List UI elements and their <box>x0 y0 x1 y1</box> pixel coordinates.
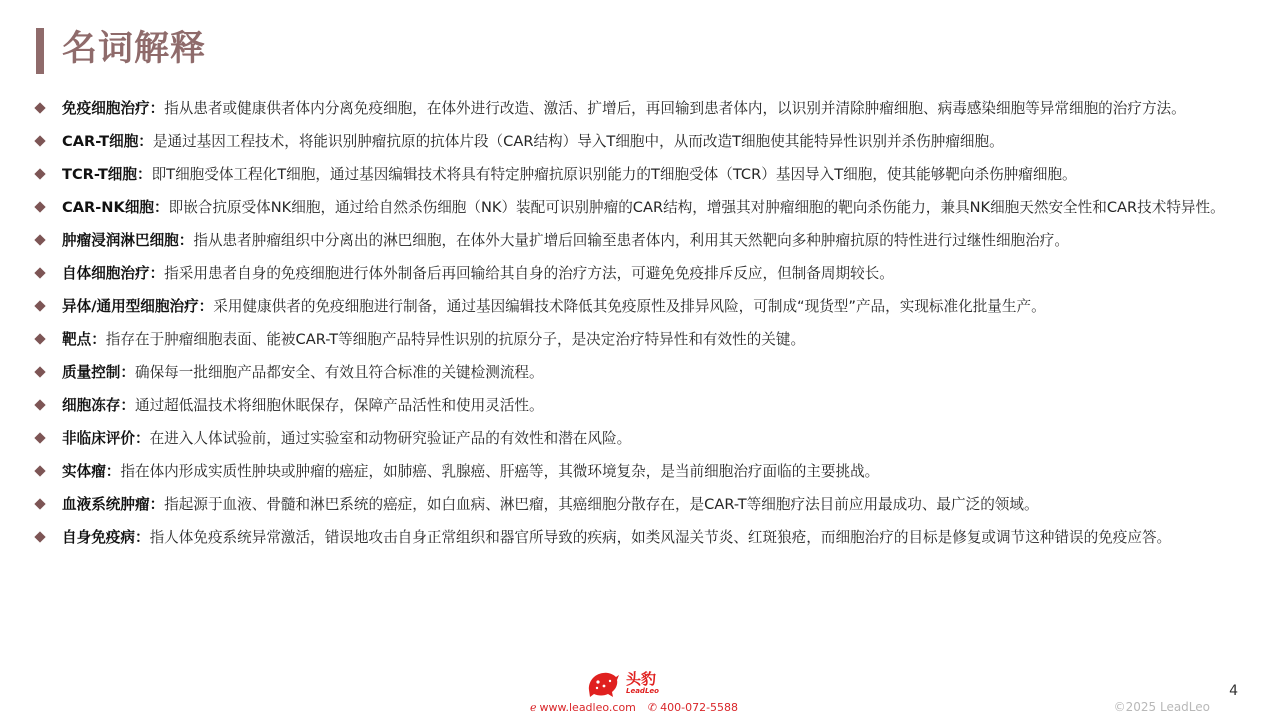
glossary-item <box>34 129 1244 154</box>
website-link[interactable] <box>530 701 636 714</box>
glossary-item <box>34 228 1244 253</box>
glossary-term: 实体瘤： <box>62 463 121 480</box>
diamond-bullet-icon <box>34 135 45 146</box>
diamond-bullet-icon <box>34 531 45 542</box>
glossary-item <box>34 294 1244 319</box>
logo-subtext: LeadLeo <box>626 687 659 695</box>
diamond-bullet-icon <box>34 201 45 212</box>
diamond-bullet-icon <box>34 234 45 245</box>
glossary-definition: 是通过基因工程技术，将能识别肿瘤抗原的抗体片段（CAR结构）导入T细胞中，从而改造T细胞使其能特异性识别并杀伤肿瘤细胞。 <box>152 133 1004 150</box>
leopard-logo-icon <box>586 668 620 698</box>
glossary-definition: 指存在于肿瘤细胞表面、能被CAR-T等细胞产品特异性识别的抗原分子，是决定治疗特异性和有效性的关键。 <box>105 331 806 348</box>
glossary-definition: 指从患者或健康供者体内分离免疫细胞，在体外进行改造、激活、扩增后，再回输到患者体内，以识别并清除肿瘤细胞、病毒感染细胞等异常细胞的治疗方法。 <box>164 100 1186 117</box>
glossary-definition: 指人体免疫系统异常激活，错误地攻击自身正常组织和器官所导致的疾病，如类风湿关节炎、红斑狼疮，而细胞治疗的目标是修复或调节这种错误的免疫应答。 <box>149 529 1172 546</box>
leadleo-logo <box>586 668 666 698</box>
glossary-term: 异体/通用型细胞治疗： <box>62 298 214 315</box>
glossary-term: 靶点： <box>62 331 106 348</box>
phone-contact <box>648 701 738 714</box>
glossary-term: CAR-NK细胞： <box>62 199 169 216</box>
glossary-term: 自体细胞治疗： <box>62 265 165 282</box>
diamond-bullet-icon <box>34 102 45 113</box>
glossary-term: 非临床评价： <box>62 430 150 447</box>
glossary-definition: 指起源于血液、骨髓和淋巴系统的癌症，如白血病、淋巴瘤，其癌细胞分散存在，是CAR-T等细胞疗法目前应用最成功、最广泛的领域。 <box>164 496 1039 513</box>
glossary-definition: 采用健康供者的免疫细胞进行制备，通过基因编辑技术降低其免疫原性及排异风险，可制成“现货型”产品，实现标准化批量生产。 <box>213 298 1046 315</box>
glossary-term: 血液系统肿瘤： <box>62 496 165 513</box>
diamond-bullet-icon <box>34 498 45 509</box>
glossary-term: 肿瘤浸润淋巴细胞： <box>62 232 194 249</box>
diamond-bullet-icon <box>34 465 45 476</box>
glossary-term: CAR-T细胞： <box>62 133 153 150</box>
copyright: ©2025 LeadLeo <box>1113 700 1210 714</box>
glossary-definition: 在进入人体试验前，通过实验室和动物研究验证产品的有效性和潜在风险。 <box>149 430 632 447</box>
glossary-item <box>34 261 1244 286</box>
phone-text: 400-072-5588 <box>660 701 739 714</box>
glossary-term: 质量控制： <box>62 364 135 381</box>
glossary-definition: 即T细胞受体工程化T细胞，通过基因编辑技术将具有特定肿瘤抗原识别能力的T细胞受体（TCR）基因导入T细胞，使其能够靶向杀伤肿瘤细胞。 <box>151 166 1077 183</box>
glossary-term: 细胞冻存： <box>62 397 135 414</box>
glossary-item <box>34 327 1244 352</box>
glossary-item <box>34 360 1244 385</box>
diamond-bullet-icon <box>34 333 45 344</box>
phone-icon: ✆ <box>647 701 658 714</box>
glossary-definition: 指采用患者自身的免疫细胞进行体外制备后再回输给其自身的治疗方法，可避免免疫排斥反应，但制备周期较长。 <box>164 265 894 282</box>
glossary-definition: 确保每一批细胞产品都安全、有效且符合标准的关键检测流程。 <box>134 364 544 381</box>
glossary-item <box>34 162 1244 187</box>
glossary-item <box>34 393 1244 418</box>
glossary-item <box>34 492 1244 517</box>
diamond-bullet-icon <box>34 267 45 278</box>
glossary-definition: 即嵌合抗原受体NK细胞，通过给自然杀伤细胞（NK）装配可识别肿瘤的CAR结构，增强其对肿瘤细胞的靶向杀伤能力，兼具NK细胞天然安全性和CAR技术特异性。 <box>168 199 1225 216</box>
website-text: www.leadleo.com <box>539 701 636 714</box>
diamond-bullet-icon <box>34 366 45 377</box>
page-title: 名词解释 <box>62 29 207 69</box>
glossary-term: TCR-T细胞： <box>62 166 152 183</box>
diamond-bullet-icon <box>34 432 45 443</box>
title-accent-bar <box>36 28 44 74</box>
glossary-item <box>34 195 1244 220</box>
diamond-bullet-icon <box>34 300 45 311</box>
logo-text: 头豹 <box>626 670 657 688</box>
glossary-term: 自身免疫病： <box>62 529 150 546</box>
diamond-bullet-icon <box>34 168 45 179</box>
glossary-item <box>34 426 1244 451</box>
glossary-item <box>34 459 1244 484</box>
glossary-item <box>34 525 1244 550</box>
glossary-definition: 指从患者肿瘤组织中分离出的淋巴细胞，在体外大量扩增后回输至患者体内，利用其天然靶向多种肿瘤抗原的特性进行过继性细胞治疗。 <box>193 232 1069 249</box>
glossary-item <box>34 96 1244 121</box>
glossary-definition: 指在体内形成实质性肿块或肿瘤的癌症，如肺癌、乳腺癌、肝癌等，其微环境复杂，是当前细胞治疗面临的主要挑战。 <box>120 463 880 480</box>
glossary-term: 免疫细胞治疗： <box>62 100 165 117</box>
diamond-bullet-icon <box>34 399 45 410</box>
page-number: 4 <box>1229 683 1238 699</box>
footer-contact <box>530 701 738 714</box>
glossary-list <box>34 96 1244 558</box>
glossary-definition: 通过超低温技术将细胞休眠保存，保障产品活性和使用灵活性。 <box>134 397 544 414</box>
web-icon: ℯ <box>530 701 537 714</box>
